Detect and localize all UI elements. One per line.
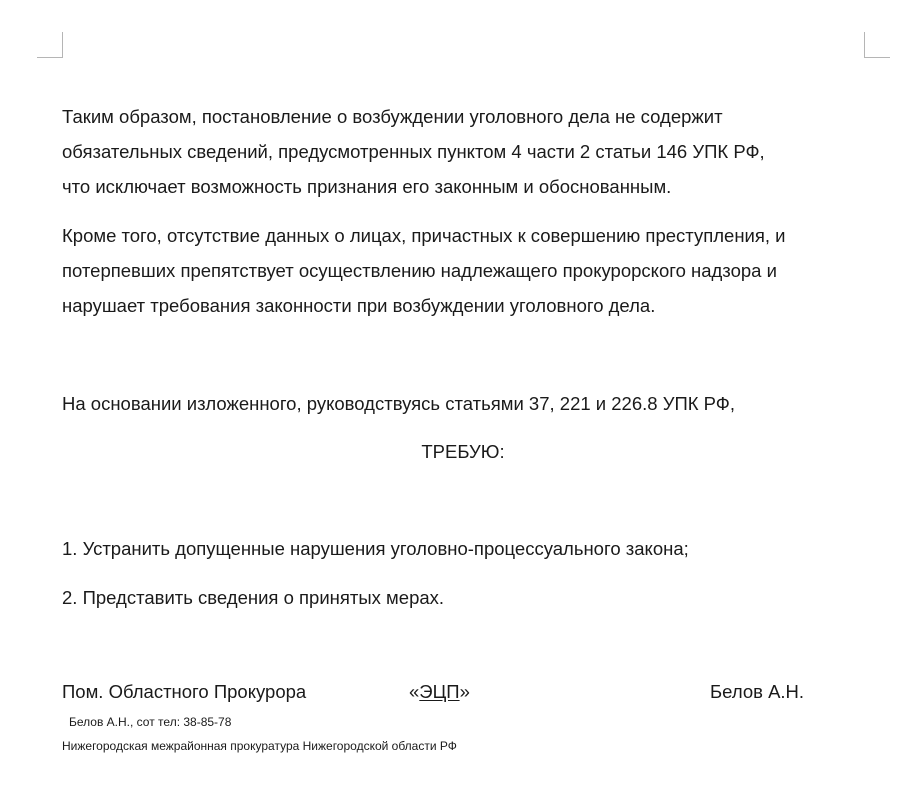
paragraph-line: нарушает требования законности при возбуждении уголовного дела. <box>62 295 656 316</box>
signer-position: Пом. Областного Прокурора <box>62 681 307 702</box>
paragraph-line: что исключает возможность признания его законным и обоснованным. <box>62 176 672 197</box>
crop-mark-top-left <box>37 32 63 58</box>
demand-item <box>62 531 862 566</box>
paragraph-basis <box>62 386 862 421</box>
paragraph-line: обязательных сведений, предусмотренных пунктом 4 части 2 статьи 146 УПК РФ, <box>62 141 765 162</box>
signer-name: Белов А.Н. <box>710 681 805 702</box>
ecp-close-quote: » <box>459 681 470 702</box>
demand-item-text: 1. Устранить допущенные нарушения уголовно-процессуального закона; <box>62 538 689 559</box>
basis-text: На основании изложенного, руководствуясь статьями 37, 221 и 226.8 УПК РФ, <box>62 393 736 414</box>
footer-organization: Нижегородская межрайонная прокуратура Нижегородской области РФ <box>62 739 457 753</box>
crop-mark-top-right <box>864 32 890 58</box>
ecp-label: ЭЦП <box>419 681 460 702</box>
demand-item <box>62 580 862 615</box>
paragraph-conclusion <box>62 99 862 204</box>
ecp-open-quote: « <box>409 681 420 702</box>
demand-heading <box>0 434 899 469</box>
footer-contact: Белов А.Н., сот тел: 38-85-78 <box>69 715 232 729</box>
paragraph-additional <box>62 218 862 323</box>
demand-item-text: 2. Представить сведения о принятых мерах. <box>62 587 445 608</box>
paragraph-line: потерпевших препятствует осуществлению надлежащего прокурорского надзора и <box>62 260 777 281</box>
signature-block <box>62 674 822 709</box>
demand-heading-text: ТРЕБУЮ: <box>421 441 505 462</box>
ecp-mark <box>409 674 470 709</box>
paragraph-line: Таким образом, постановление о возбуждении уголовного дела не содержит <box>62 106 723 127</box>
paragraph-line: Кроме того, отсутствие данных о лицах, причастных к совершению преступления, и <box>62 225 786 246</box>
